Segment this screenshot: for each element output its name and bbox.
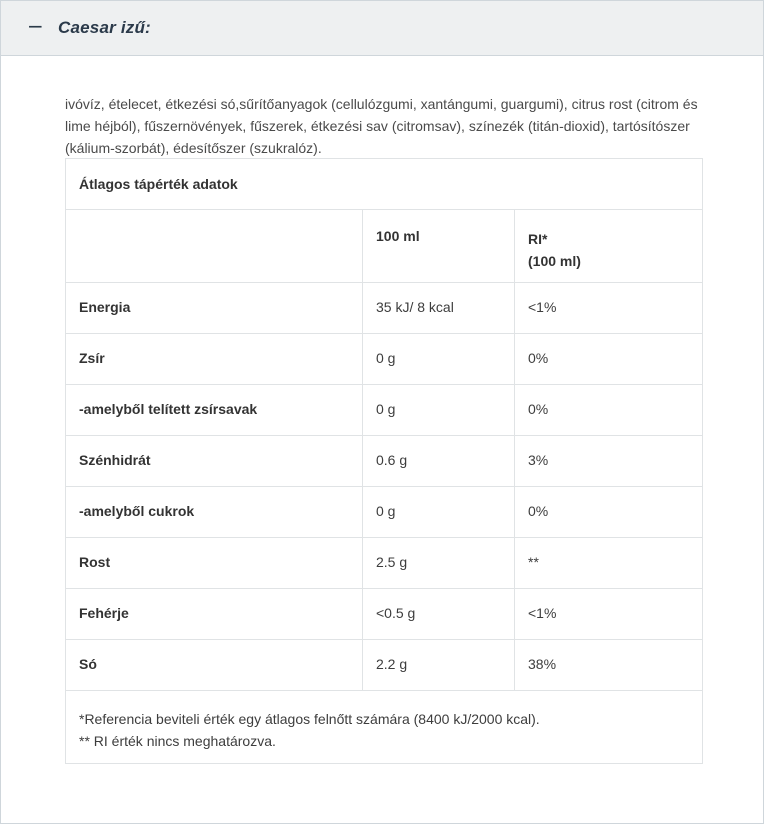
nutrient-per100: 2.5 g [363, 538, 515, 589]
table-caption: Átlagos tápérték adatok [66, 159, 703, 210]
nutrition-table [65, 158, 703, 764]
footnote-undefined: ** RI érték nincs meghatározva. [79, 733, 276, 749]
table-header-row [66, 210, 703, 283]
nutrient-ri: 0% [515, 334, 703, 385]
nutrient-ri: 3% [515, 436, 703, 487]
header-ri-line2: (100 ml) [528, 253, 581, 269]
table-caption-row [66, 159, 703, 210]
footnote-ri: *Referencia beviteli érték egy átlagos felnőtt számára (8400 kJ/2000 kcal). [79, 711, 540, 727]
nutrient-per100: 0 g [363, 334, 515, 385]
nutrient-name: -amelyből telített zsírsavak [66, 385, 363, 436]
nutrient-per100: 0 g [363, 385, 515, 436]
table-row [66, 283, 703, 334]
ingredients-text: ivóvíz, ételecet, étkezési só,sűrítőanyagok (cellulózgumi, xantángumi, guargumi), citrus rost (citrom és lime héjból), fűszernövények, fűszerek, étkezési sav (citromsav), színezék (titán-dioxid), tartósítószer (kálium-szorbát), édesítőszer (szukralóz). [65, 96, 698, 156]
nutrient-per100: <0.5 g [363, 589, 515, 640]
table-row [66, 640, 703, 691]
nutrient-ri: <1% [515, 589, 703, 640]
table-notes [66, 691, 703, 764]
nutrient-name: Fehérje [66, 589, 363, 640]
accordion-header[interactable] [1, 1, 763, 56]
nutrient-name: Zsír [66, 334, 363, 385]
nutrient-per100: 2.2 g [363, 640, 515, 691]
nutrient-ri: 38% [515, 640, 703, 691]
collapse-icon[interactable]: − [27, 14, 44, 38]
table-notes-row [66, 691, 703, 764]
header-ri-line1: RI* [528, 231, 548, 247]
nutrient-ri: <1% [515, 283, 703, 334]
header-empty-cell [66, 210, 363, 283]
table-row [66, 538, 703, 589]
table-row [66, 334, 703, 385]
nutrient-per100: 0.6 g [363, 436, 515, 487]
table-row [66, 487, 703, 538]
nutrient-ri: 0% [515, 487, 703, 538]
nutrient-ri: 0% [515, 385, 703, 436]
nutrient-name: Szénhidrát [66, 436, 363, 487]
header-per-100ml: 100 ml [363, 210, 515, 283]
accordion-title[interactable]: Caesar izű: [58, 18, 151, 37]
nutrient-name: Rost [66, 538, 363, 589]
table-row [66, 589, 703, 640]
table-row [66, 385, 703, 436]
nutrient-name: -amelyből cukrok [66, 487, 363, 538]
header-ri [515, 210, 703, 283]
nutrient-per100: 35 kJ/ 8 kcal [363, 283, 515, 334]
nutrient-per100: 0 g [363, 487, 515, 538]
nutrient-ri: ** [515, 538, 703, 589]
nutrient-name: Energia [66, 283, 363, 334]
nutrient-name: Só [66, 640, 363, 691]
table-row [66, 436, 703, 487]
